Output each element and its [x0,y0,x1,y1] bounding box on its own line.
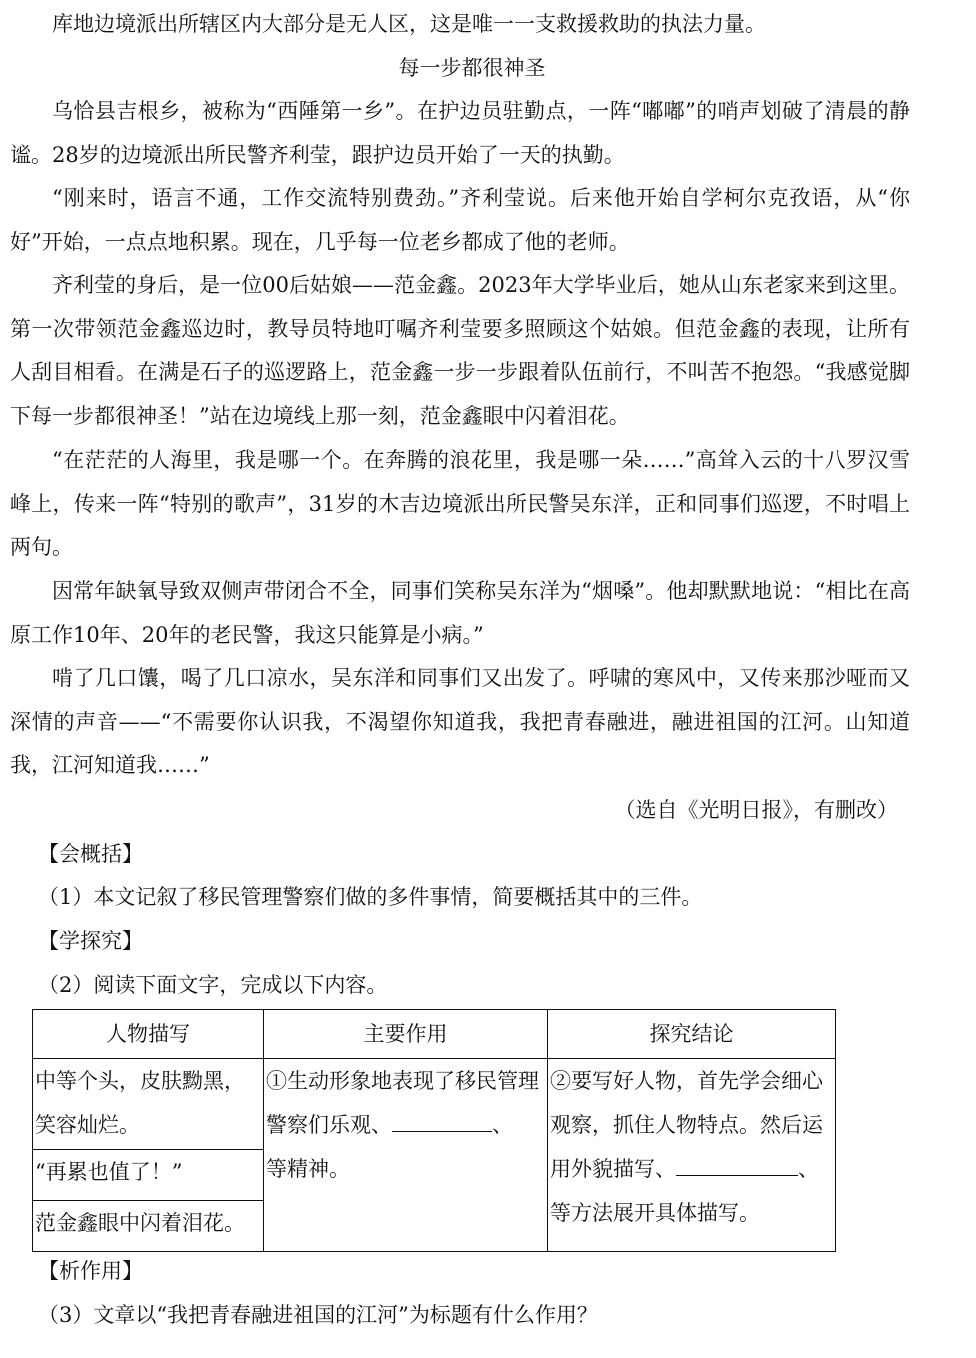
analysis-table [32,1009,836,1252]
description-cell: “再累也值了！” [33,1150,264,1201]
question-2-text: （2）阅读下面文字，完成以下内容。 [38,973,388,997]
effect-cell [264,1059,548,1252]
paragraph-2: “刚来时，语言不通，工作交流特别费劲。”齐利莹说。后来他开始自学柯尔克孜语，从“你好”开始，一点点地积累。现在，几乎每一位老乡都成了他的老师。 [10,186,910,254]
paragraph-intro-text: 库地边境派出所辖区内大部分是无人区，这是唯一一支救援救助的执法力量。 [52,12,766,36]
question-3-text: （3）文章以“我把青春融进祖国的江河”为标题有什么作用？ [38,1303,598,1327]
conclusion-text: ②要写好人物，首先学会细心观察，抓住人物特点。然后运用外貌描写、 [550,1069,823,1181]
question-3-tag: 【析作用】 [38,1259,143,1283]
paragraph-6: 啃了几口馕，喝了几口凉水，吴东洋和同事们又出发了。呼啸的寒风中，又传来那沙哑而又深情的声音——“不需要你认识我，不渴望你知道我，我把青春融进，融进祖国的江河。山知道我，江河知道我……” [10,666,910,777]
paragraph-intro [10,3,910,47]
paragraph-5: 因常年缺氧导致双侧声带闭合不全，同事们笑称吴东洋为“烟嗓”。他却默默地说：“相比在高原工作10年、20年的老民警，我这只能算是小病。” [10,579,910,647]
table-header: 探究结论 [548,1010,836,1059]
description-cell: 中等个头，皮肤黝黑，笑容灿烂。 [33,1059,264,1150]
paragraph-3: 齐利莹的身后，是一位00后姑娘——范金鑫。2023年大学毕业后，她从山东老家来到这里。第一次带领范金鑫巡边时，教导员特地叮嘱齐利莹要多照顾这个姑娘。但范金鑫的表现，让所有人刮目相看。在满是石子的巡逻路上，范金鑫一步一步跟着队伍前行，不叫苦不抱怨。“我感觉脚下每一步都很神圣！”站在边境线上那一刻，范金鑫眼中闪着泪花。 [10,273,910,428]
question-2-tag: 【学探究】 [38,929,143,953]
source-citation: （选自《光明日报》，有删改） [614,798,898,822]
question-1-tag: 【会概括】 [38,842,143,866]
answer-blank[interactable] [392,1107,492,1132]
paragraph-1: 乌恰县吉根乡，被称为“西陲第一乡”。在护边员驻勤点，一阵“嘟嘟”的哨声划破了清晨的静谧。28岁的边境派出所民警齐利莹，跟护边员开始了一天的执勤。 [10,99,910,167]
table-header: 人物描写 [33,1010,264,1059]
conclusion-separator: 、 [798,1157,819,1181]
effect-text: ①生动形象地表现了移民管理警察们乐观、 [266,1069,539,1137]
conclusion-text-end: 等方法展开具体描写。 [550,1201,760,1225]
conclusion-cell [548,1059,836,1252]
table-row [33,1059,836,1150]
table-header: 主要作用 [264,1010,548,1059]
answer-blank[interactable] [676,1151,798,1176]
table-header-row [33,1010,836,1059]
description-cell: 范金鑫眼中闪着泪花。 [33,1201,264,1252]
effect-separator: 、 [492,1113,513,1137]
paragraph-4: “在茫茫的人海里，我是哪一个。在奔腾的浪花里，我是哪一朵……”高耸入云的十八罗汉雪峰上，传来一阵“特别的歌声”，31岁的木吉边境派出所民警吴东洋，正和同事们巡逻，不时唱上两句。 [10,448,910,559]
section-heading: 每一步都很神圣 [398,56,546,80]
question-1-text: （1）本文记叙了移民管理警察们做的多件事情，简要概括其中的三件。 [38,885,703,909]
effect-text-end: 等精神。 [266,1157,350,1181]
